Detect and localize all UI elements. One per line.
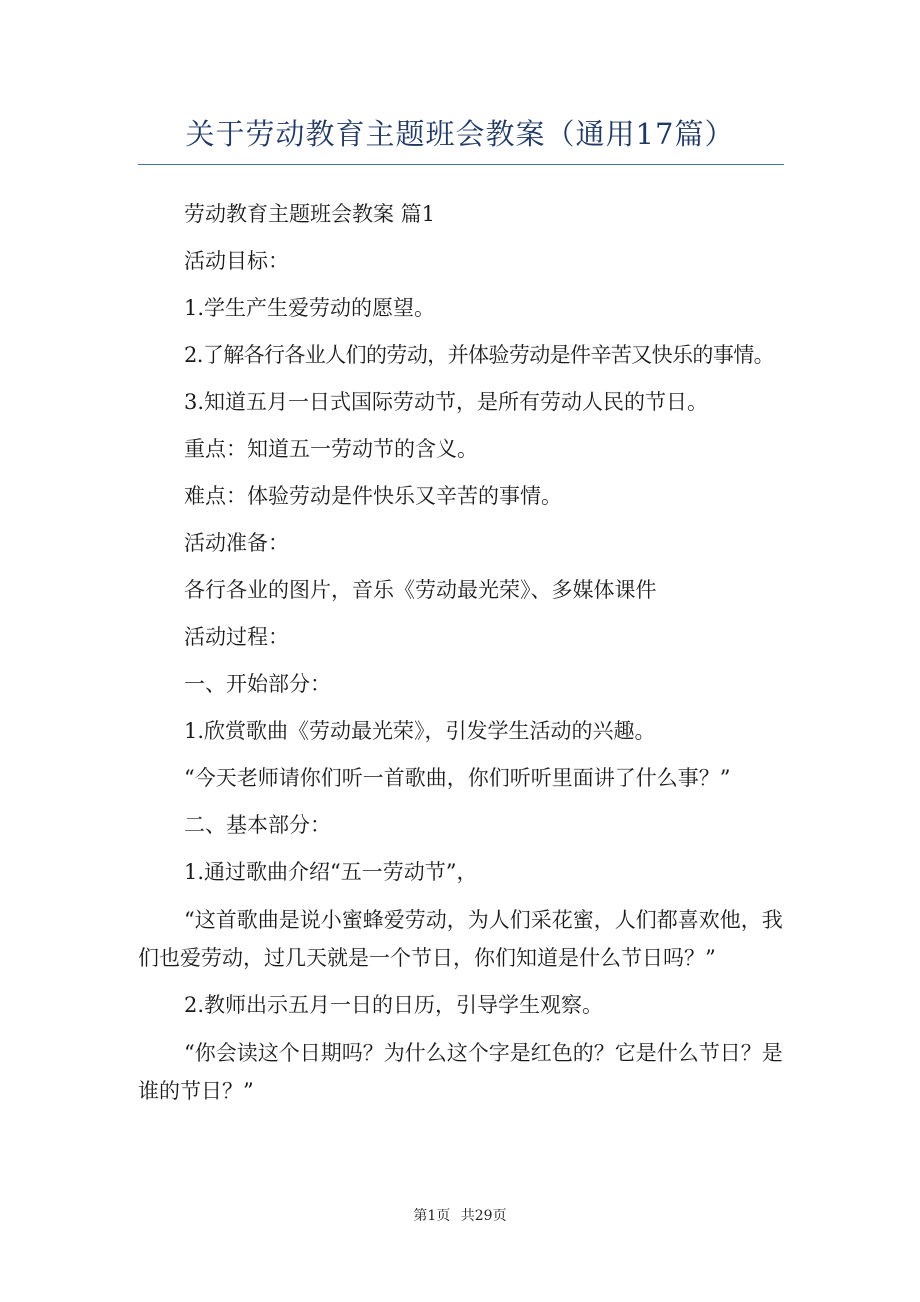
title-underline bbox=[138, 164, 784, 165]
document-body bbox=[138, 196, 790, 1120]
paragraph: 活动准备： bbox=[184, 531, 289, 555]
paragraph: “今天老师请你们听一首歌曲，你们听听里面讲了什么事？” bbox=[184, 766, 731, 790]
paragraph: 重点：知道五一劳动节的含义。 bbox=[184, 437, 478, 461]
paragraph: 3.知道五月一日式国际劳动节，是所有劳动人民的节日。 bbox=[184, 390, 709, 414]
paragraph: 1.通过歌曲介绍“五一劳动节”， bbox=[184, 860, 478, 884]
document-title: 关于劳动教育主题班会教案（通用17篇） bbox=[185, 117, 735, 151]
page-footer bbox=[0, 1205, 920, 1225]
page-number: 第1页 bbox=[413, 1208, 451, 1224]
section-heading: 劳动教育主题班会教案 篇1 bbox=[184, 202, 436, 226]
paragraph: “这首歌曲是说小蜜蜂爱劳动，为人们采花蜜，人们都喜欢他，我们也爱劳动，过几天就是一个节日，你们知道是什么节日吗？” bbox=[138, 908, 783, 970]
paragraph: 活动过程： bbox=[184, 625, 289, 649]
paragraph: 难点：体验劳动是件快乐又辛苦的事情。 bbox=[184, 484, 562, 508]
paragraph: 一、开始部分： bbox=[184, 672, 331, 696]
paragraph: 二、基本部分： bbox=[184, 813, 331, 837]
total-pages: 共29页 bbox=[460, 1208, 507, 1224]
paragraph: 2.教师出示五月一日的日历，引导学生观察。 bbox=[184, 993, 604, 1017]
paragraph: 1.学生产生爱劳动的愿望。 bbox=[184, 296, 436, 320]
paragraph: “你会读这个日期吗？为什么这个字是红色的？它是什么节日？是谁的节日？” bbox=[138, 1041, 783, 1103]
paragraph: 活动目标： bbox=[184, 249, 289, 273]
paragraph: 2.了解各行各业人们的劳动，并体验劳动是件辛苦又快乐的事情。 bbox=[184, 343, 775, 367]
paragraph: 1.欣赏歌曲《劳动最光荣》，引发学生活动的兴趣。 bbox=[184, 719, 656, 743]
paragraph: 各行各业的图片，音乐《劳动最光荣》、多媒体课件 bbox=[184, 578, 657, 602]
